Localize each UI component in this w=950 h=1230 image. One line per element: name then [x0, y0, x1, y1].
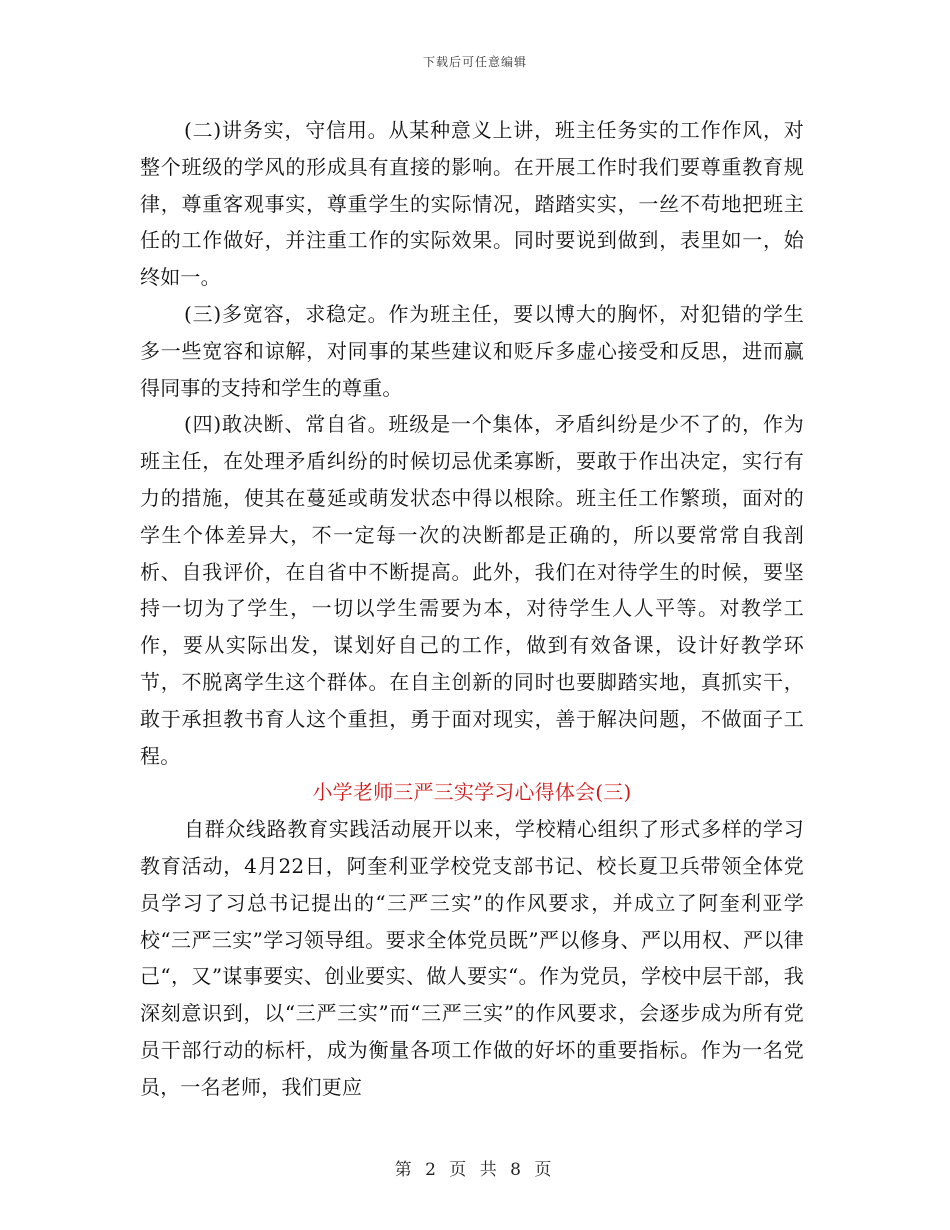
- paragraph-study: 自群众线路教育实践活动展开以来，学校精心组织了形式多样的学习教育活动，4月22日，阿奎利亚学校党支部书记、校长夏卫兵带领全体党员学习了习总书记提出的“三严三实”的作风要求，并成立了阿奎利亚学校“三严三实”学习领导组。要求全体党员既”严以修身、严以用权、严以律己“，又”谋事要实、创业要实、做人要实“。作为党员，学校中层干部，我深刻意识到，以“三严三实”而“三严三实”的作风要求，会逐步成为所有党员干部行动的标杆，成为衡量各项工作做的好坏的重要指标。作为一名党员，一名老师，我们更应: [140, 817, 804, 1099]
- page-number-footer: 第 2 页 共 8 页: [394, 1160, 556, 1180]
- section-title: 小学老师三严三实学习心得体会(三): [312, 780, 632, 805]
- paragraph-tolerance: (三)多宽容，求稳定。作为班主任，要以博大的胸怀，对犯错的学生多一些宽容和谅解，对同事的某些建议和贬斥多虚心接受和反思，进而赢得同事的支持和学生的尊重。: [140, 301, 804, 400]
- paragraph-practical: (二)讲务实，守信用。从某种意义上讲，班主任务实的工作作风，对整个班级的学风的形成具有直接的影响。在开展工作时我们要尊重教育规律，尊重客观事实，尊重学生的实际情况，踏踏实实，一丝不苟地把班主任的工作做好，并注重工作的实际效果。同时要说到做到，表里如一，始终如一。: [140, 118, 804, 290]
- page-header: 下载后可任意编辑: [422, 55, 527, 69]
- paragraph-decisive: (四)敢决断、常自省。班级是一个集体，矛盾纠纷是少不了的，作为班主任，在处理矛盾纠纷的时候切忌优柔寡断，要敢于作出决定，实行有力的措施，使其在蔓延或萌发状态中得以根除。班主任工作繁琐，面对的学生个体差异大，不一定每一次的决断都是正确的，所以要常常自我剖析、自我评价，在自省中不断提高。此外，我们在对待学生的时候，要坚持一切为了学生，一切以学生需要为本，对待学生人人平等。对教学工作，要从实际出发，谋划好自己的工作，做到有效备课，设计好教学环节，不脱离学生这个群体。在自主创新的同时也要脚踏实地，真抓实干，敢于承担教书育人这个重担，勇于面对现实，善于解决问题，不做面子工程。: [140, 412, 804, 768]
- document-body: [140, 112, 804, 1106]
